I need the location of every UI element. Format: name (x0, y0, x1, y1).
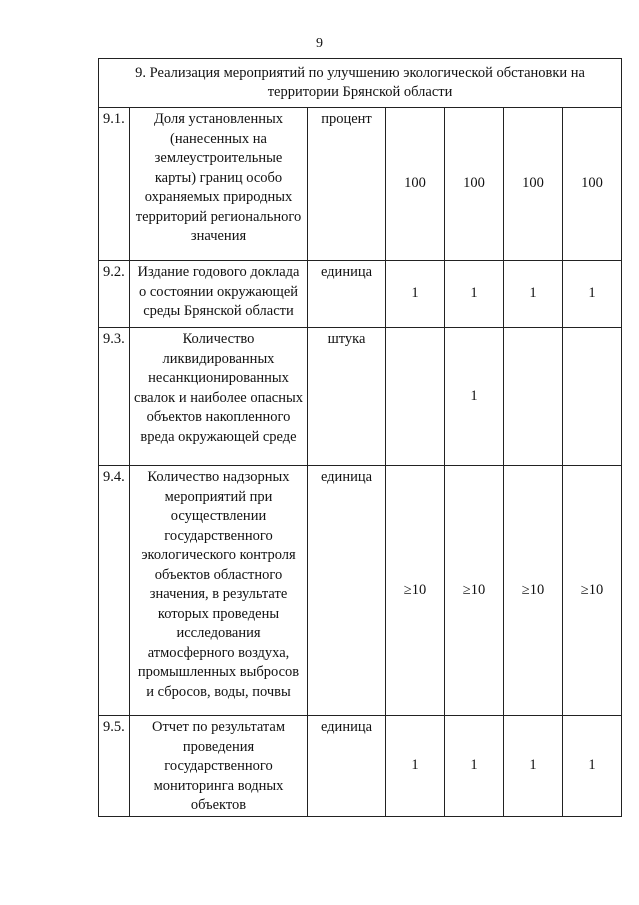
row-number: 9.1. (99, 108, 130, 261)
value-cell: 100 (386, 108, 445, 261)
value-cell (504, 328, 563, 466)
unit-cell: единица (308, 261, 386, 328)
table-row (99, 261, 622, 328)
unit-cell: процент (308, 108, 386, 261)
value-cell: ≥10 (504, 466, 563, 716)
value-cell: 1 (445, 716, 504, 817)
unit-cell: единица (308, 466, 386, 716)
value-cell: 100 (563, 108, 622, 261)
indicator-name: Количество ликвидированных несанкционированных свалок и наиболее опасных объектов накопленного вреда окружающей среде (130, 328, 308, 466)
indicator-name: Количество надзорных мероприятий при осуществлении государственного экологического контроля объектов областного значения, в результате которых проведены исследования атмосферного воздуха, промышленных выбросов и сбросов, воды, почвы (130, 466, 308, 716)
value-cell: 1 (563, 261, 622, 328)
section-title: 9. Реализация мероприятий по улучшению экологической обстановки на территории Брянской области (99, 59, 622, 108)
value-cell: 1 (386, 261, 445, 328)
value-cell (563, 328, 622, 466)
row-number: 9.3. (99, 328, 130, 466)
value-cell: 100 (504, 108, 563, 261)
indicators-table (98, 58, 622, 817)
table-row (99, 108, 622, 261)
row-number: 9.2. (99, 261, 130, 328)
value-cell: 1 (386, 716, 445, 817)
value-cell: ≥10 (563, 466, 622, 716)
value-cell: 100 (445, 108, 504, 261)
section-header-row (99, 59, 622, 108)
indicator-name: Доля установленных (нанесенных на землеустроительные карты) границ особо охраняемых природных территорий регионального значения (130, 108, 308, 261)
table-row (99, 466, 622, 716)
value-cell: ≥10 (386, 466, 445, 716)
value-cell: 1 (504, 261, 563, 328)
indicator-name: Отчет по результатам проведения государственного мониторинга водных объектов (130, 716, 308, 817)
row-number: 9.5. (99, 716, 130, 817)
value-cell: 1 (504, 716, 563, 817)
value-cell: 1 (563, 716, 622, 817)
indicator-name: Издание годового доклада о состоянии окружающей среды Брянской области (130, 261, 308, 328)
table-row (99, 328, 622, 466)
page-number: 9 (316, 36, 323, 51)
value-cell: ≥10 (445, 466, 504, 716)
value-cell: 1 (445, 328, 504, 466)
row-number: 9.4. (99, 466, 130, 716)
value-cell: 1 (445, 261, 504, 328)
unit-cell: единица (308, 716, 386, 817)
table-row (99, 716, 622, 817)
value-cell (386, 328, 445, 466)
unit-cell: штука (308, 328, 386, 466)
